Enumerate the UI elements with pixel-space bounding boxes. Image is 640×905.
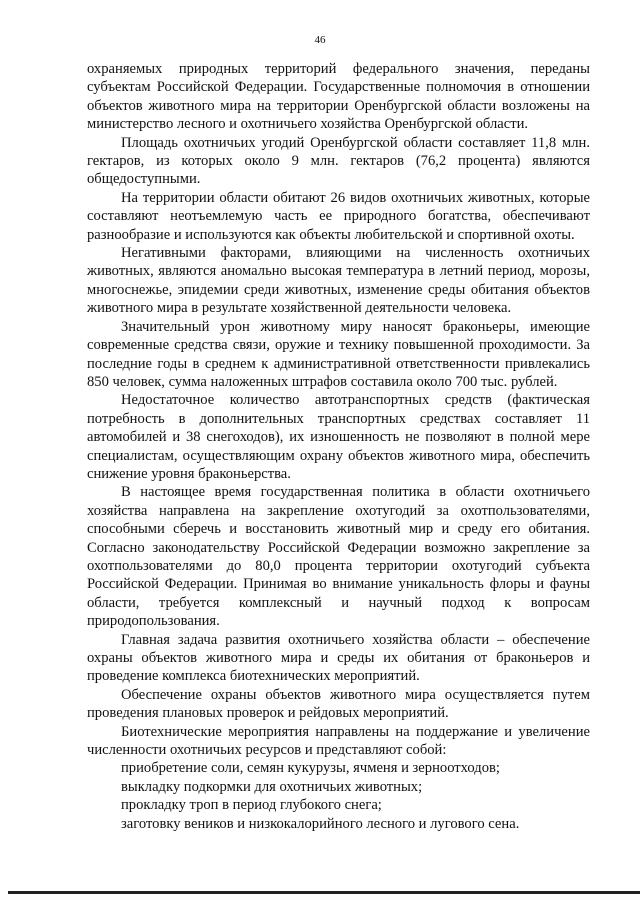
paragraph-vehicles: Недостаточное количество автотранспортных средств (фактическая потребность в дополнительных транспортных средствах составляет 11 автомобилей и 38 снегоходов), их изношенность не позволяют в полной мере специалистам, осуществляющим охрану объектов животного мира, обеспечить снижение уровня браконьерства. bbox=[87, 392, 590, 482]
paragraph-species: На территории области обитают 26 видов охотничьих животных, которые составляют неотъемлемую часть ее природного богатства, обеспечивают разнообразие и используются как объекты любительской и спортивной охоты. bbox=[87, 189, 590, 243]
bottom-border-line bbox=[8, 891, 640, 894]
list-item: выкладку подкормки для охотничьих животных; bbox=[121, 778, 423, 795]
paragraph-hunting-area: Площадь охотничьих угодий Оренбургской области составляет 11,8 млн. гектаров, из которых около 9 млн. гектаров (76,2 процента) являются общедоступными. bbox=[87, 134, 590, 188]
paragraph-poachers: Значительный урон животному миру наносят браконьеры, имеющие современные средства связи, оружие и технику повышенной проходимости. За последние годы в среднем к административной ответственности привлекались 850 человек, сумма наложенных штрафов составила около 700 тыс. рублей. bbox=[87, 318, 590, 390]
list-item: приобретение соли, семян кукурузы, ячменя и зерноотходов; bbox=[121, 760, 500, 777]
paragraph-main-task: Главная задача развития охотничьего хозяйства области – обеспечение охраны объектов животного мира и среды их обитания от браконьеров и проведение комплекса биотехнических мероприятий. bbox=[87, 631, 590, 685]
paragraph-negative-factors: Негативными факторами, влияющими на численность охотничьих животных, являются аномально высокая температура в летний период, морозы, многоснежье, эпидемии среди животных, изменение среды обитания объектов животного мира в результате хозяйственной деятельности человека. bbox=[87, 245, 590, 317]
paragraph-state-policy: В настоящее время государственная политика в области охотничьего хозяйства направлена на закрепление охотугодий за охотпользователями, способными сберечь и восстановить животный мир и среду его обитания. Согласно законодательству Российской Федерации возможно закрепление за охотпользователями до 80,0 процента территории охотугодий субъекта Российской Федерации. Принимая во внимание уникальность флоры и фауны области, требуется комплексный и научный подход к вопросам природопользования. bbox=[87, 484, 590, 630]
list-item: прокладку троп в период глубокого снега; bbox=[121, 797, 382, 814]
paragraph-protection: Обеспечение охраны объектов животного мира осуществляется путем проведения плановых проверок и рейдовых мероприятий. bbox=[87, 686, 590, 722]
paragraph-biotechnical: Биотехнические мероприятия направлены на поддержание и увеличение численности охотничьих ресурсов и представляют собой: bbox=[87, 723, 590, 759]
list-item: заготовку веников и низкокалорийного лесного и лугового сена. bbox=[121, 815, 520, 832]
page-number: 46 bbox=[314, 34, 326, 46]
document-body bbox=[87, 60, 590, 833]
paragraph-continuation: охраняемых природных территорий федерального значения, переданы субъектам Российской Федерации. Государственные полномочия в отношении объектов животного мира на территории Оренбургской области возложены на министерство лесного и охотничьего хозяйства Оренбургской области. bbox=[87, 61, 590, 133]
